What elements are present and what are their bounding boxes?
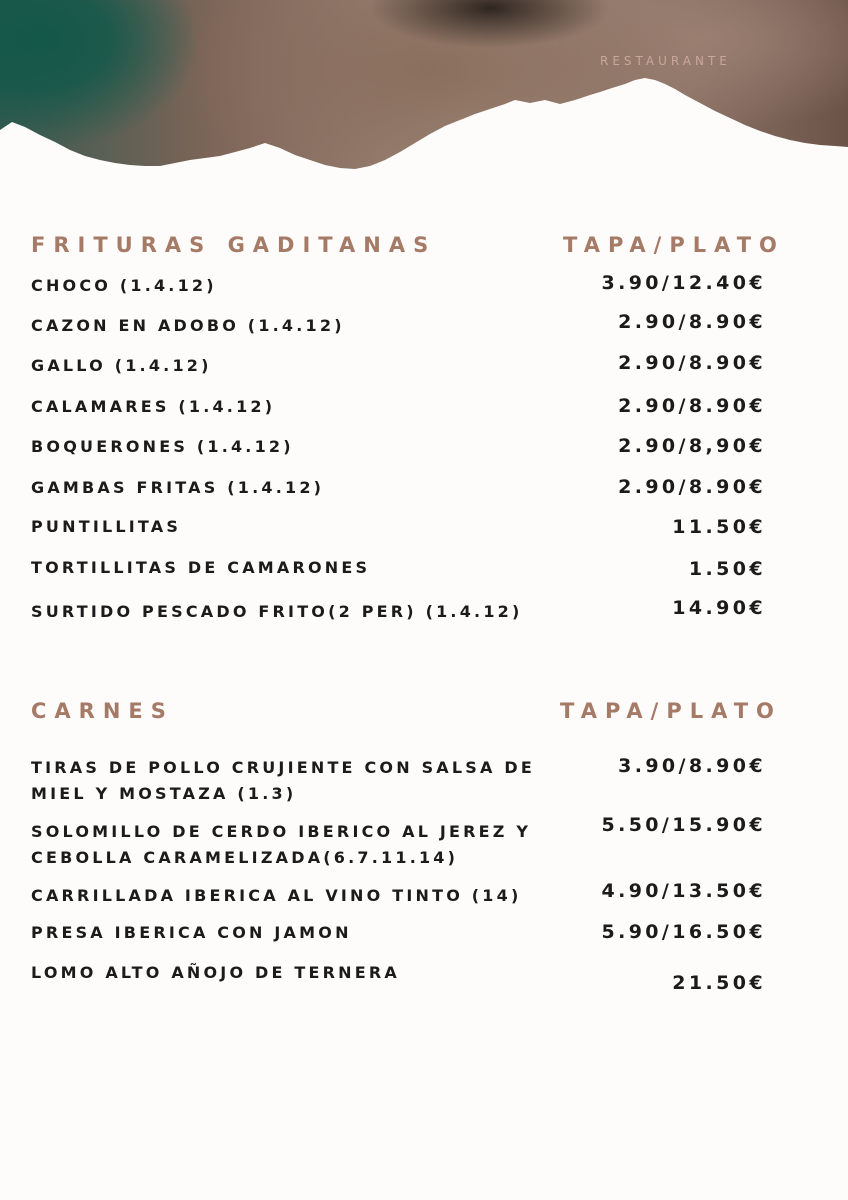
menu-item-price: 2.90/8,90€ bbox=[618, 435, 766, 457]
menu-item-name: PRESA IBERICA CON JAMON bbox=[31, 923, 352, 942]
menu-item-name: TORTILLITAS DE CAMARONES bbox=[31, 558, 371, 577]
section-title-frituras: FRITURAS GADITANAS bbox=[31, 233, 437, 257]
menu-item-name-line1: SOLOMILLO DE CERDO IBERICO AL JEREZ Y bbox=[31, 822, 532, 841]
menu-item-name: SURTIDO PESCADO FRITO(2 PER) (1.4.12) bbox=[31, 602, 523, 621]
menu-item-price: 2.90/8.90€ bbox=[618, 352, 766, 374]
restaurant-brand: RESTAURANTE bbox=[600, 54, 731, 68]
menu-item-name: BOQUERONES (1.4.12) bbox=[31, 437, 294, 456]
menu-item-name-line1: TIRAS DE POLLO CRUJIENTE CON SALSA DE bbox=[31, 758, 535, 777]
menu-item-name: GAMBAS FRITAS (1.4.12) bbox=[31, 478, 325, 497]
menu-item-name: CAZON EN ADOBO (1.4.12) bbox=[31, 316, 345, 335]
column-label-frituras: TAPA/PLATO bbox=[563, 233, 785, 257]
menu-item-price: 4.90/13.50€ bbox=[601, 880, 766, 902]
section-title-carnes: CARNES bbox=[31, 699, 174, 723]
menu-item-name: GALLO (1.4.12) bbox=[31, 356, 212, 375]
menu-item-name-line2: CEBOLLA CARAMELIZADA(6.7.11.14) bbox=[31, 848, 459, 867]
header-photo bbox=[0, 0, 848, 175]
menu-item-name: CARRILLADA IBERICA AL VINO TINTO (14) bbox=[31, 886, 522, 905]
menu-item-name-line2: MIEL Y MOSTAZA (1.3) bbox=[31, 784, 297, 803]
menu-item-price: 5.90/16.50€ bbox=[601, 921, 766, 943]
menu-item-name: LOMO ALTO AÑOJO DE TERNERA bbox=[31, 963, 401, 982]
menu-item-price: 14.90€ bbox=[672, 597, 766, 619]
menu-item-name: PUNTILLITAS bbox=[31, 517, 182, 536]
torn-paper-edge bbox=[0, 0, 848, 175]
menu-item-price: 3.90/8.90€ bbox=[618, 755, 766, 777]
menu-item-price: 1.50€ bbox=[688, 558, 766, 580]
menu-item-price: 3.90/12.40€ bbox=[601, 272, 766, 294]
menu-item-price: 2.90/8.90€ bbox=[618, 311, 766, 333]
menu-item-price: 5.50/15.90€ bbox=[601, 814, 766, 836]
menu-item-name: CHOCO (1.4.12) bbox=[31, 276, 217, 295]
menu-item-price: 21.50€ bbox=[672, 972, 766, 994]
menu-item-name: CALAMARES (1.4.12) bbox=[31, 397, 276, 416]
menu-item-price: 2.90/8.90€ bbox=[618, 395, 766, 417]
menu-item-price: 11.50€ bbox=[672, 516, 766, 538]
menu-item-price: 2.90/8.90€ bbox=[618, 476, 766, 498]
column-label-carnes: TAPA/PLATO bbox=[560, 699, 782, 723]
